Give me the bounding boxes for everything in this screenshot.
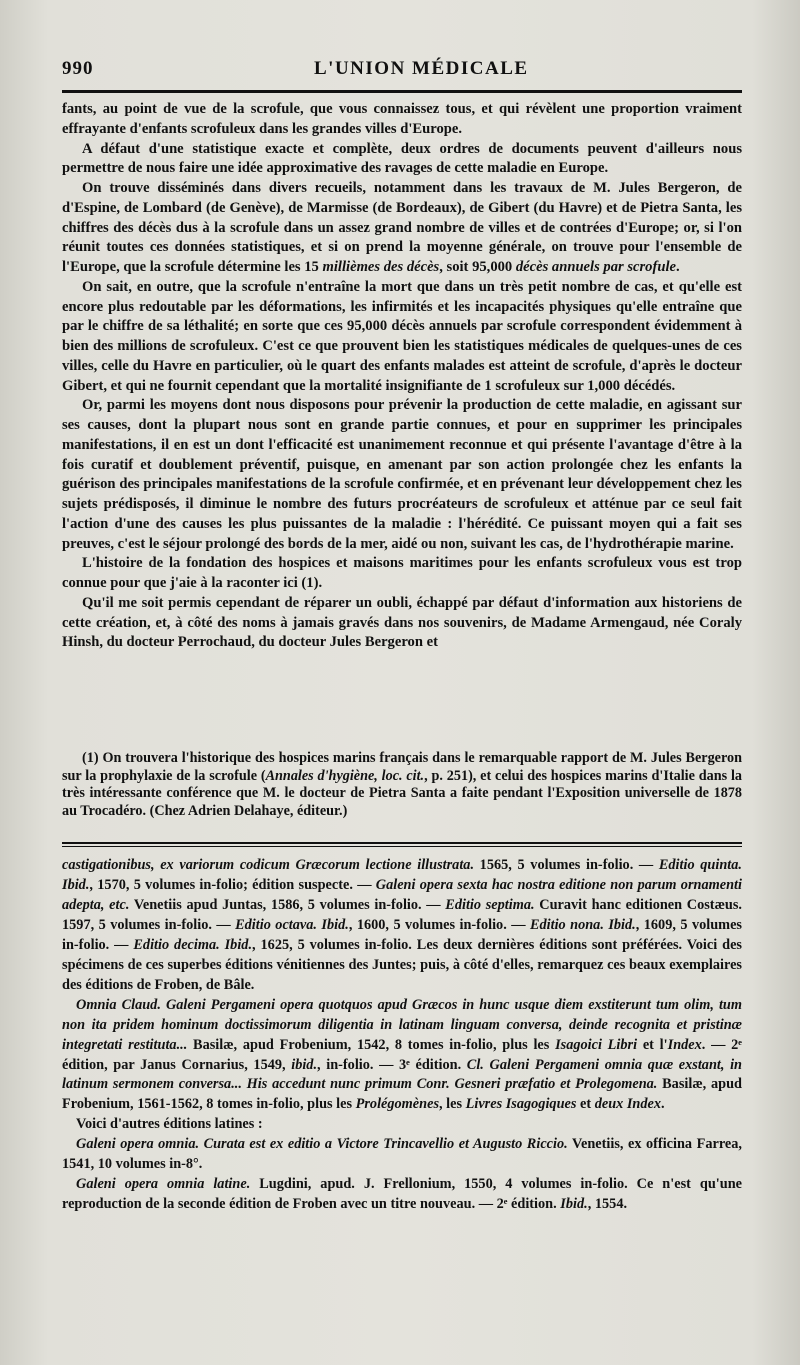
section-rule [62,842,742,844]
page-header [62,58,742,88]
paragraph: On trouve disséminés dans divers recueils, notamment dans les travaux de M. Jules Bergeron, de d'Espine, de Lombard (de Genève), de Marmisse (de Bordeaux), de Gibert (du Havre) et de Pietra Santa, les chiffres des décès dus à la scrofule dans un assez grand nombre de villes et de contrées d'Europe; or, si l'on réunit toutes ces données statistiques, et si on prend la moyenne générale, on trouve pour l'ensemble de l'Europe, que la scrofule détermine les 15 millièmes des décès, soit 95,000 décès annuels par scrofule. [62,180,742,275]
paragraph: On sait, en outre, que la scrofule n'entraîne la mort que dans un très petit nombre de cas, et qu'elle est encore plus redoutable par les déformations, les infirmités et les incapacités physiques qu'elle entraîne que par le chiffre de sa léthalité; en sorte que ces 95,000 décès annuels par scrofule correspondent évidemment à bien des millions de scrofuleux. C'est ce que prouvent bien les statistiques médicales de quelques-unes de ces villes, celle du Havre en particulier, où le quart des enfants malades est atteint de scrofule, d'après le docteur Gibert, et qui ne fournit cependant que la mortalité insignifiante de 1 scrofuleux sur 1,000 décédés. [62,278,742,394]
paragraph: L'histoire de la fondation des hospices et maisons maritimes pour les enfants scrofuleux vous est trop connue pour que j'aie à la raconter ici (1). [62,555,742,591]
running-title: L'UNION MÉDICALE [314,58,529,79]
paragraph: Qu'il me soit permis cependant de réparer un oubli, échappé par défaut d'information aux historiens de cette création, et, à côté des noms à jamais gravés dans nos souvenirs, de Madame Armengaud, née Coraly Hinsh, du docteur Perrochaud, du docteur Jules Bergeron et [62,594,742,651]
paragraph: fants, au point de vue de la scrofule, que vous connaissez tous, et qui révèlent une proportion vraiment effrayante d'enfants scrofuleux dans les grandes villes d'Europe. [62,101,742,137]
paragraph: A défaut d'une statistique exacte et complète, deux ordres de documents peuvent d'ailleurs nous permettre de nous faire une idée approximative des ravages de cette maladie en Europe. [62,140,742,177]
paragraph: Voici d'autres éditions latines : [76,1116,263,1133]
page-number: 990 [62,58,94,79]
paragraph: Omnia Claud. Galeni Pergameni opera quotquos apud Græcos in hunc usque diem exstiterunt tum olim, tum non ita pridem hominum doctissimorum diligentia in latinam linguam conversa, deinde recognita et pristinæ integretati restituta... Basilæ, apud Frobenium, 1542, 8 tomes in-folio, plus les Isagoici Libri et l'Index. — 2ᵉ édition, par Janus Cornarius, 1549, ibid., in-folio. — 3ᵉ édition. Cl. Galeni Pergameni omnia quæ exstant, in latinum sermonem conversa... His accedunt nunc primum Conr. Gesneri præfatio et Prolegomena. Basilæ, apud Frobenium, 1561-1562, 8 tomes in-folio, plus les Prolégomènes, les Livres Isagogiques et deux Index. [62,996,743,1113]
continued-text [62,856,742,1215]
paragraph: Galeni opera omnia. Curata est ex editio a Victore Trincavellio et Augusto Riccio. Venetiis, ex officina Farrea, 1541, 10 volumes in-8°. [62,1136,742,1173]
paragraph: Galeni opera omnia latine. Lugdini, apud. J. Frellonium, 1550, 4 volumes in-folio. Ce n'est qu'une reproduction de la seconde édition de Froben avec un titre nouveau. — 2ᵉ édition. Ibid., 1554. [62,1176,742,1213]
section-rule-thin [62,846,742,847]
footnote [62,750,742,820]
paragraph: castigationibus, ex variorum codicum Græcorum lectione illustrata. 1565, 5 volumes in-folio. — Editio quinta. Ibid., 1570, 5 volumes in-folio; édition suspecte. — Galeni opera sexta hac nostra editione non parum ornamenti adepta, etc. Venetiis apud Juntas, 1586, 5 volumes in-folio. — Editio septima. Curavit hanc editionen Costæus. 1597, 5 volumes in-folio. — Editio octava. Ibid., 1600, 5 volumes in-folio. — Editio nona. Ibid., 1609, 5 volumes in-folio. — Editio decima. Ibid., 1625, 5 volumes in-folio. Les deux dernières éditions sont préférées. Voici des spécimens de ces superbes éditions vénitiennes des Juntes; puis, à côté d'elles, remarquez ces beaux exemplaires des éditions de Froben, de Bâle. [62,857,742,993]
header-rule [62,90,742,93]
paragraph: Or, parmi les moyens dont nous disposons pour prévenir la production de cette maladie, en agissant sur ses causes, dont la plupart nous sont en grande partie connues, et pour en supprimer les principales manifestations, il en est un dont l'efficacité est unanimement reconnue et qui présente l'avantage d'être à la fois curatif et doublement préventif, puisque, en amenant par son action prolongée chez les enfants la guérison des principales manifestations de la scrofule confirmée, et en prévenant leur développement chez les sujets prédisposés, il diminue le nombre des futurs procréateurs de scrofuleux et atténue par ce seul fait l'action d'une des causes les plus puissantes de la maladie : l'hérédité. Ce puissant moyen qui a fait ses preuves, c'est le séjour prolongé des bords de la mer, aidé ou non, suivant les cas, de l'hydrothérapie marine. [62,397,742,552]
footnote-text: (1) On trouvera l'historique des hospices marins français dans le remarquable rapport de M. Jules Bergeron sur la prophylaxie de la scrofule (Annales d'hygiène, loc. cit., p. 251), et celui des hospices marins d'Italie dans la très intéressante conférence que M. le docteur de Pietra Santa a faite pendant l'Exposition universelle de 1878 au Trocadéro. (Chez Adrien Delahaye, éditeur.) [62,750,742,819]
main-text [62,100,742,653]
